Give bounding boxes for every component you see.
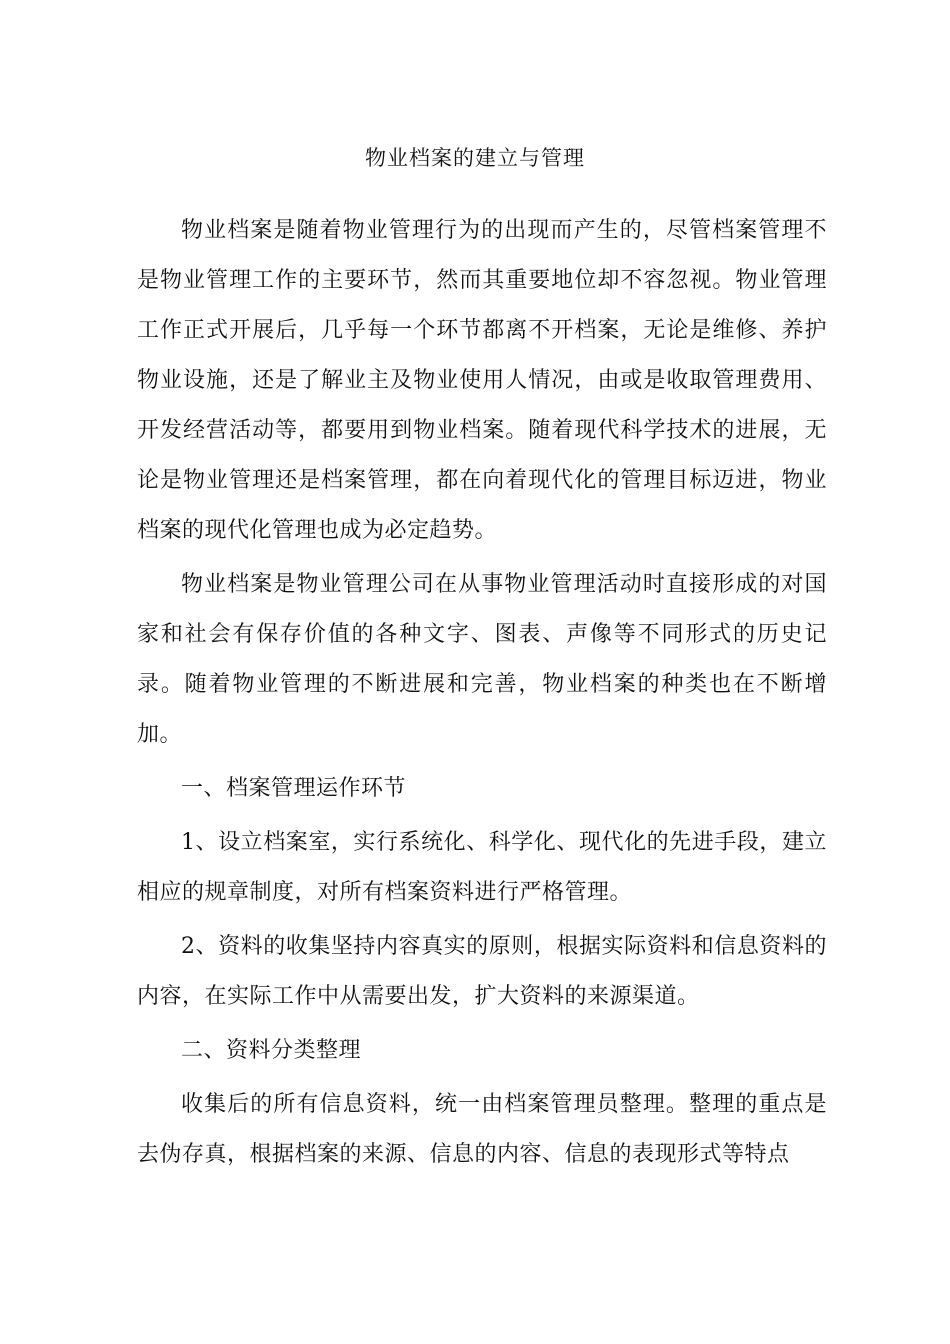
document-title: 物业档案的建立与管理	[365, 146, 585, 170]
paragraph-definition: 物业档案是物业管理公司在从事物业管理活动时直接形成的对国家和社会有保存价值的各种文字、图表、声像等不同形式的历史记录。随着物业管理的不断进展和完善，物业档案的种类也在不断增加。	[137, 572, 827, 747]
document-body	[137, 206, 842, 1184]
paragraph-item-2: 2、资料的收集坚持内容真实的原则，根据实际资料和信息资料的内容，在实际工作中从需要出发，扩大资料的来源渠道。	[137, 934, 827, 1009]
paragraph-intro: 物业档案是随着物业管理行为的出现而产生的，尽管档案管理不是物业管理工作的主要环节，然而其重要地位却不容忽视。物业管理工作正式开展后，几乎每一个环节都离不开档案，无论是维修、养护物业设施，还是了解业主及物业使用人情况，由或是收取管理费用、 开发经营活动等，都要用到物业档案。随着现代科学技术的进展，无 论是物业管理还是档案管理，都在向着现代化的管理目标迈进，物业 档案的现代化管理也成为必定趋势。	[137, 218, 842, 543]
section-heading-2: 二、资料分类整理	[181, 1038, 362, 1063]
section-heading-1: 一、档案管理运作环节	[181, 776, 407, 801]
paragraph-item-1: 1、设立档案室，实行系统化、科学化、现代化的先进手段，建立相应的规章制度，对所有档案资料进行严格管理。	[137, 830, 827, 905]
paragraph-classification: 收集后的所有信息资料，统一由档案管理员整理。整理的重点是去伪存真，根据档案的来源、信息的内容、信息的表现形式等特点	[137, 1092, 827, 1167]
